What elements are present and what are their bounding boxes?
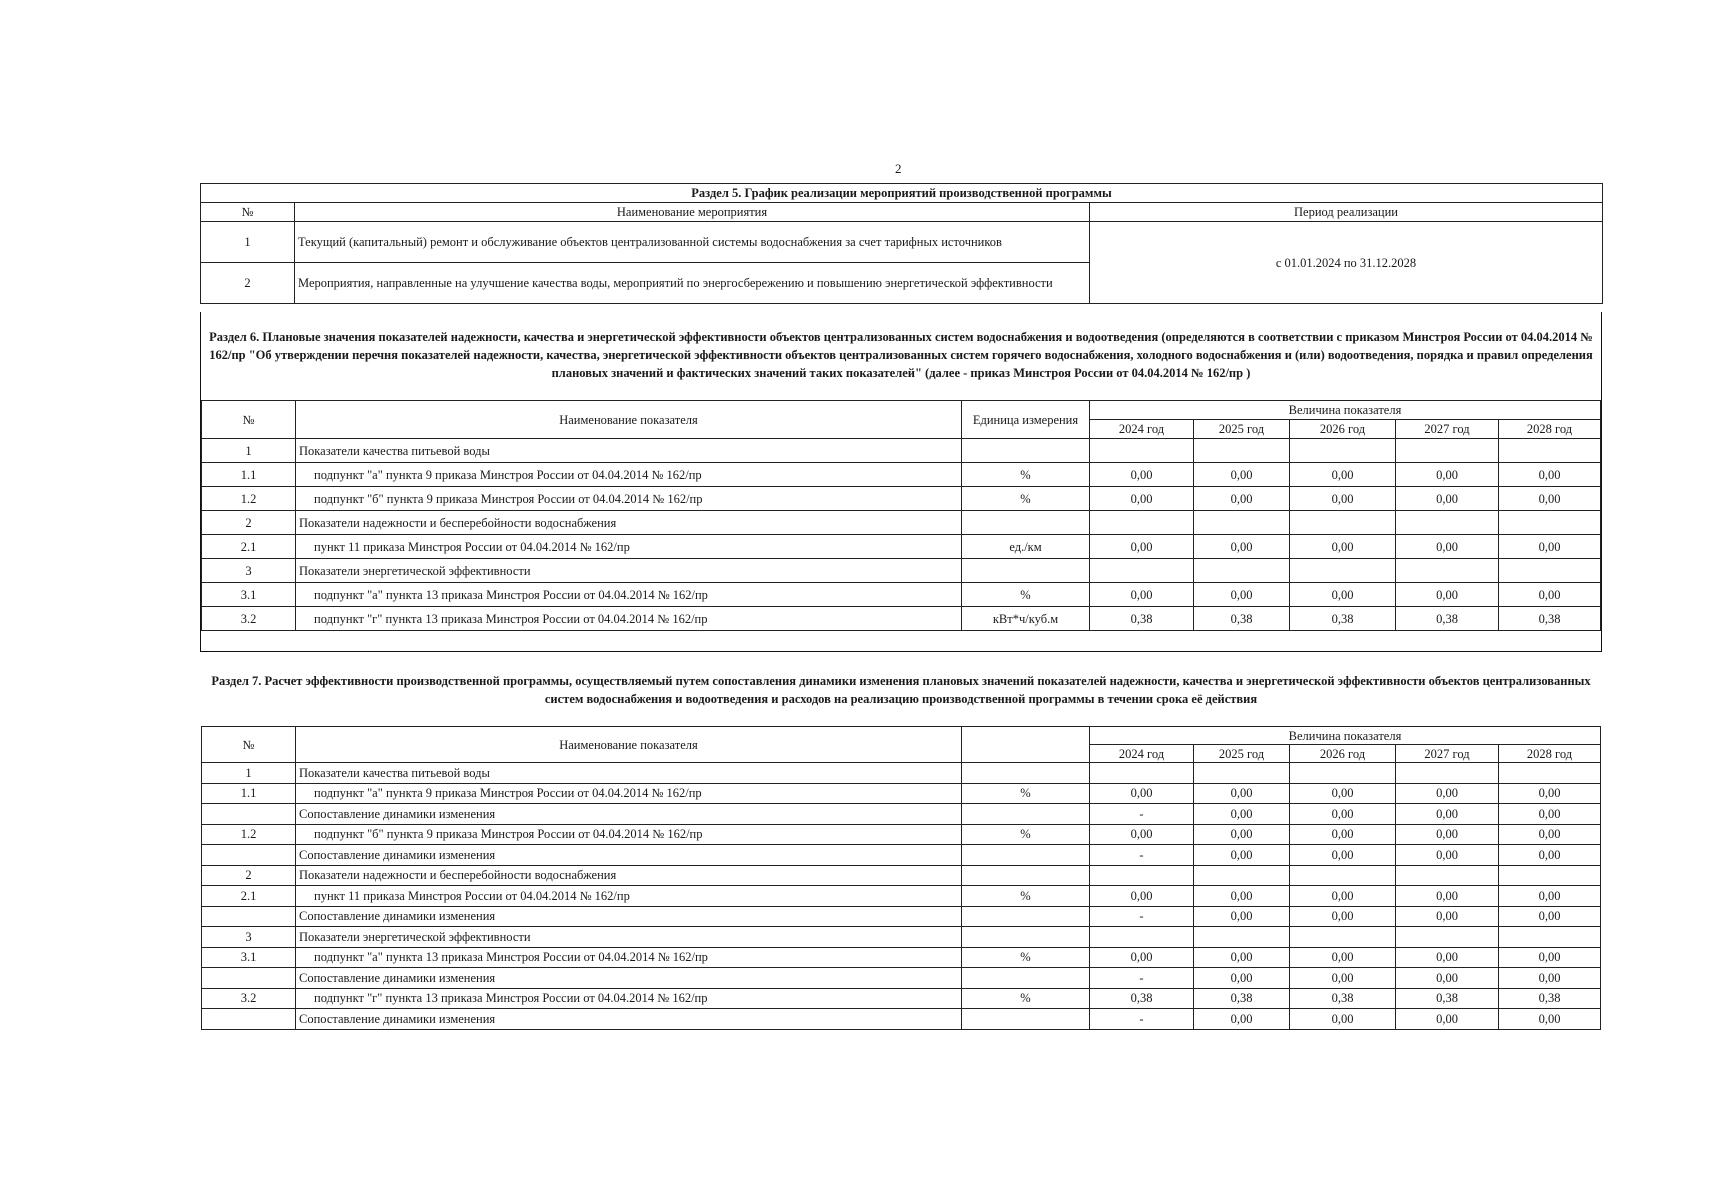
section5-col-name: Наименование мероприятия [295, 203, 1090, 222]
section6-col-name: Наименование показателя [296, 401, 962, 439]
row-name: подпункт "б" пункта 9 приказа Минстроя России от 04.04.2014 № 162/пр [296, 487, 962, 511]
row-value [1290, 511, 1396, 535]
row-value: 0,00 [1499, 583, 1601, 607]
row-value: 0,00 [1396, 783, 1499, 804]
row-value [1499, 511, 1601, 535]
row-value: 0,38 [1396, 988, 1499, 1009]
row-value: 0,00 [1396, 947, 1499, 968]
section5-row-name: Текущий (капитальный) ремонт и обслуживание объектов централизованной системы водоснабжения за счет тарифных источников [295, 222, 1090, 263]
row-number [202, 1009, 296, 1030]
row-name: Сопоставление динамики изменения [296, 906, 962, 927]
row-number: 1.2 [202, 824, 296, 845]
row-unit [962, 559, 1090, 583]
section7-title: Раздел 7. Расчет эффективности производственной программы, осуществляемый путем сопоставления динамики изменения плановых значений показателей надежности, качества и энергетической эффективности объектов централизованных систем водоснабжения и водоотведения и расходов на реализацию производственной программы в течении срока её действия [211, 674, 1591, 706]
row-unit: % [962, 824, 1090, 845]
row-name: пункт 11 приказа Минстроя России от 04.04.2014 № 162/пр [296, 535, 962, 559]
row-value: 0,00 [1290, 845, 1396, 866]
row-unit: % [962, 463, 1090, 487]
row-unit [962, 511, 1090, 535]
page-number: 2 [895, 161, 902, 176]
row-unit [962, 927, 1090, 948]
section7-year: 2024 год [1090, 745, 1194, 763]
row-value: 0,00 [1290, 1009, 1396, 1030]
table-row [202, 439, 1601, 463]
row-value [1194, 511, 1290, 535]
row-number [202, 845, 296, 866]
table-row [202, 1009, 1601, 1030]
row-name: Показатели качества питьевой воды [296, 763, 962, 784]
row-name: Показатели надежности и бесперебойности водоснабжения [296, 865, 962, 886]
row-value: 0,00 [1194, 463, 1290, 487]
row-value: 0,00 [1499, 845, 1601, 866]
table-row [202, 535, 1601, 559]
section5-col-no: № [201, 203, 295, 222]
row-value: 0,38 [1396, 607, 1499, 631]
row-value [1290, 865, 1396, 886]
row-value: 0,00 [1290, 824, 1396, 845]
row-value [1090, 439, 1194, 463]
row-value: 0,00 [1194, 906, 1290, 927]
row-unit [962, 439, 1090, 463]
section5-row-no: 2 [201, 263, 295, 304]
row-number: 1.1 [202, 783, 296, 804]
row-value: 0,00 [1194, 487, 1290, 511]
row-value: 0,00 [1396, 804, 1499, 825]
row-number: 1.2 [202, 487, 296, 511]
row-number: 2 [202, 511, 296, 535]
row-unit: % [962, 886, 1090, 907]
row-value: 0,38 [1194, 607, 1290, 631]
row-value: 0,00 [1090, 783, 1194, 804]
row-value: 0,00 [1090, 886, 1194, 907]
table-row [202, 607, 1601, 631]
row-unit [962, 865, 1090, 886]
row-value: - [1090, 906, 1194, 927]
row-number [202, 804, 296, 825]
row-unit: % [962, 487, 1090, 511]
row-number: 3 [202, 927, 296, 948]
section6-year: 2028 год [1499, 420, 1601, 439]
table-row [202, 906, 1601, 927]
row-value [1194, 927, 1290, 948]
row-unit [962, 1009, 1090, 1030]
row-value: 0,38 [1090, 988, 1194, 1009]
table-row [202, 845, 1601, 866]
row-value [1396, 439, 1499, 463]
row-value [1396, 559, 1499, 583]
row-value: 0,00 [1290, 487, 1396, 511]
section6-col-unit: Единица измерения [962, 401, 1090, 439]
row-value: 0,00 [1290, 783, 1396, 804]
row-value: 0,00 [1290, 968, 1396, 989]
row-value [1090, 865, 1194, 886]
row-value: 0,00 [1396, 463, 1499, 487]
row-value [1396, 763, 1499, 784]
section6-year: 2027 год [1396, 420, 1499, 439]
table-row [202, 487, 1601, 511]
section7-year: 2025 год [1194, 745, 1290, 763]
table-row [202, 763, 1601, 784]
row-value [1090, 511, 1194, 535]
row-name: Показатели надежности и бесперебойности водоснабжения [296, 511, 962, 535]
row-name: подпункт "а" пункта 9 приказа Минстроя России от 04.04.2014 № 162/пр [296, 463, 962, 487]
row-name: подпункт "а" пункта 13 приказа Минстроя России от 04.04.2014 № 162/пр [296, 583, 962, 607]
row-number: 1 [202, 439, 296, 463]
row-value [1194, 559, 1290, 583]
row-value [1290, 559, 1396, 583]
row-number: 2 [202, 865, 296, 886]
row-unit: кВт*ч/куб.м [962, 607, 1090, 631]
row-value: - [1090, 1009, 1194, 1030]
row-value [1499, 559, 1601, 583]
row-value: 0,00 [1396, 824, 1499, 845]
section7-col-unit [962, 727, 1090, 763]
row-number: 3.1 [202, 583, 296, 607]
row-value: 0,38 [1290, 988, 1396, 1009]
row-name: Показатели энергетической эффективности [296, 559, 962, 583]
row-value: 0,00 [1194, 886, 1290, 907]
row-name: подпункт "б" пункта 9 приказа Минстроя России от 04.04.2014 № 162/пр [296, 824, 962, 845]
row-value: 0,00 [1090, 487, 1194, 511]
section6-title: Раздел 6. Плановые значения показателей надежности, качества и энергетической эффективности объектов централизованных систем водоснабжения и водоотведения (определяются в соответствии с приказом Минстроя России от 04.04.2014 № 162/пр "Об утверждении перечня показателей надежности, качества, энергетической эффективности объектов централизованных систем горячего водоснабжения, холодного водоснабжения и (или) водоотведения, порядка и правил определения плановых значений и фактических значений таких показателей" (далее - приказ Минстроя России от 04.04.2014 № 162/пр ) [209, 330, 1593, 380]
table-row [202, 988, 1601, 1009]
row-name: Сопоставление динамики изменения [296, 968, 962, 989]
row-value: 0,00 [1194, 824, 1290, 845]
row-value: 0,00 [1396, 1009, 1499, 1030]
section7-col-name: Наименование показателя [296, 727, 962, 763]
row-value: - [1090, 804, 1194, 825]
row-name: подпункт "г" пункта 13 приказа Минстроя России от 04.04.2014 № 162/пр [296, 988, 962, 1009]
row-unit: ед./км [962, 535, 1090, 559]
row-value: 0,00 [1194, 845, 1290, 866]
row-number: 3.2 [202, 607, 296, 631]
row-value [1194, 865, 1290, 886]
section5-row-no: 1 [201, 222, 295, 263]
row-unit [962, 845, 1090, 866]
section5-row-name: Мероприятия, направленные на улучшение качества воды, мероприятий по энергосбережению и повышению энергетической эффективности [295, 263, 1090, 304]
row-value [1396, 865, 1499, 886]
row-value: 0,00 [1290, 804, 1396, 825]
row-value: 0,00 [1194, 804, 1290, 825]
row-value [1090, 559, 1194, 583]
section5-period: с 01.01.2024 по 31.12.2028 [1090, 222, 1603, 304]
row-value [1090, 927, 1194, 948]
section6-col-no: № [202, 401, 296, 439]
row-value [1290, 439, 1396, 463]
row-value: 0,00 [1499, 947, 1601, 968]
row-value: 0,00 [1290, 886, 1396, 907]
section7-year: 2028 год [1499, 745, 1601, 763]
section7-col-value: Величина показателя [1090, 727, 1601, 745]
row-value: 0,00 [1499, 886, 1601, 907]
row-unit: % [962, 988, 1090, 1009]
row-value: 0,00 [1499, 906, 1601, 927]
table-row [202, 804, 1601, 825]
row-value: 0,00 [1194, 535, 1290, 559]
row-value: 0,00 [1090, 947, 1194, 968]
row-value: 0,00 [1499, 487, 1601, 511]
row-name: Сопоставление динамики изменения [296, 804, 962, 825]
row-value: 0,38 [1499, 988, 1601, 1009]
row-unit [962, 804, 1090, 825]
row-value: 0,00 [1396, 487, 1499, 511]
row-unit: % [962, 783, 1090, 804]
section7-year: 2026 год [1290, 745, 1396, 763]
row-name: пункт 11 приказа Минстроя России от 04.04.2014 № 162/пр [296, 886, 962, 907]
row-value: 0,00 [1396, 535, 1499, 559]
row-value: 0,00 [1499, 804, 1601, 825]
section7-year: 2027 год [1396, 745, 1499, 763]
section5-table [200, 183, 1603, 304]
row-value: 0,00 [1290, 947, 1396, 968]
row-unit [962, 968, 1090, 989]
row-value [1290, 763, 1396, 784]
table-row [202, 783, 1601, 804]
row-value: 0,00 [1396, 906, 1499, 927]
row-number: 1.1 [202, 463, 296, 487]
section6-col-value: Величина показателя [1090, 401, 1601, 420]
row-value [1290, 927, 1396, 948]
section6-year: 2026 год [1290, 420, 1396, 439]
section5-title: Раздел 5. График реализации мероприятий производственной программы [201, 184, 1603, 203]
row-value: - [1090, 845, 1194, 866]
table-row [202, 583, 1601, 607]
row-value: 0,00 [1396, 968, 1499, 989]
row-number: 3 [202, 559, 296, 583]
row-unit [962, 906, 1090, 927]
row-value [1499, 439, 1601, 463]
table-row [202, 968, 1601, 989]
row-value [1194, 439, 1290, 463]
row-value: 0,00 [1499, 1009, 1601, 1030]
table-row [202, 824, 1601, 845]
row-value [1090, 763, 1194, 784]
row-name: подпункт "а" пункта 13 приказа Минстроя России от 04.04.2014 № 162/пр [296, 947, 962, 968]
row-number [202, 968, 296, 989]
table-row [202, 559, 1601, 583]
row-number: 2.1 [202, 535, 296, 559]
row-value [1194, 763, 1290, 784]
section6-year: 2025 год [1194, 420, 1290, 439]
row-value: 0,00 [1396, 886, 1499, 907]
row-value: 0,00 [1290, 535, 1396, 559]
section7-col-no: № [202, 727, 296, 763]
row-value [1396, 511, 1499, 535]
row-value: 0,00 [1194, 968, 1290, 989]
row-name: Сопоставление динамики изменения [296, 845, 962, 866]
row-name: Показатели качества питьевой воды [296, 439, 962, 463]
row-value: 0,00 [1090, 824, 1194, 845]
row-unit [962, 763, 1090, 784]
section5-col-period: Период реализации [1090, 203, 1603, 222]
row-value: 0,00 [1396, 845, 1499, 866]
row-value: 0,00 [1290, 463, 1396, 487]
section6-year: 2024 год [1090, 420, 1194, 439]
row-value: 0,00 [1194, 583, 1290, 607]
row-value [1499, 865, 1601, 886]
row-value: 0,00 [1499, 968, 1601, 989]
table-row [202, 947, 1601, 968]
row-value: 0,00 [1290, 583, 1396, 607]
row-value: 0,38 [1194, 988, 1290, 1009]
row-value: 0,00 [1499, 535, 1601, 559]
row-name: Сопоставление динамики изменения [296, 1009, 962, 1030]
row-value: 0,38 [1290, 607, 1396, 631]
table-row [202, 886, 1601, 907]
row-value: 0,00 [1194, 1009, 1290, 1030]
row-unit: % [962, 947, 1090, 968]
row-value: 0,00 [1499, 463, 1601, 487]
row-name: подпункт "а" пункта 9 приказа Минстроя России от 04.04.2014 № 162/пр [296, 783, 962, 804]
row-value: 0,38 [1090, 607, 1194, 631]
row-value [1396, 927, 1499, 948]
row-number: 2.1 [202, 886, 296, 907]
row-value: 0,00 [1090, 535, 1194, 559]
row-value: 0,00 [1499, 783, 1601, 804]
row-number: 1 [202, 763, 296, 784]
row-value: 0,00 [1499, 824, 1601, 845]
row-value: 0,00 [1090, 583, 1194, 607]
row-value: - [1090, 968, 1194, 989]
row-value: 0,00 [1194, 947, 1290, 968]
row-value: 0,00 [1090, 463, 1194, 487]
section6-table [201, 400, 1601, 631]
row-value: 0,00 [1194, 783, 1290, 804]
row-value: 0,00 [1290, 906, 1396, 927]
row-name: Показатели энергетической эффективности [296, 927, 962, 948]
row-number: 3.1 [202, 947, 296, 968]
row-unit: % [962, 583, 1090, 607]
table-row [202, 927, 1601, 948]
row-number: 3.2 [202, 988, 296, 1009]
table-row [202, 463, 1601, 487]
table-row [202, 511, 1601, 535]
section7-table [201, 726, 1601, 1030]
table-row [202, 865, 1601, 886]
row-value: 0,38 [1499, 607, 1601, 631]
row-number [202, 906, 296, 927]
row-value [1499, 763, 1601, 784]
row-value: 0,00 [1396, 583, 1499, 607]
row-name: подпункт "г" пункта 13 приказа Минстроя России от 04.04.2014 № 162/пр [296, 607, 962, 631]
row-value [1499, 927, 1601, 948]
